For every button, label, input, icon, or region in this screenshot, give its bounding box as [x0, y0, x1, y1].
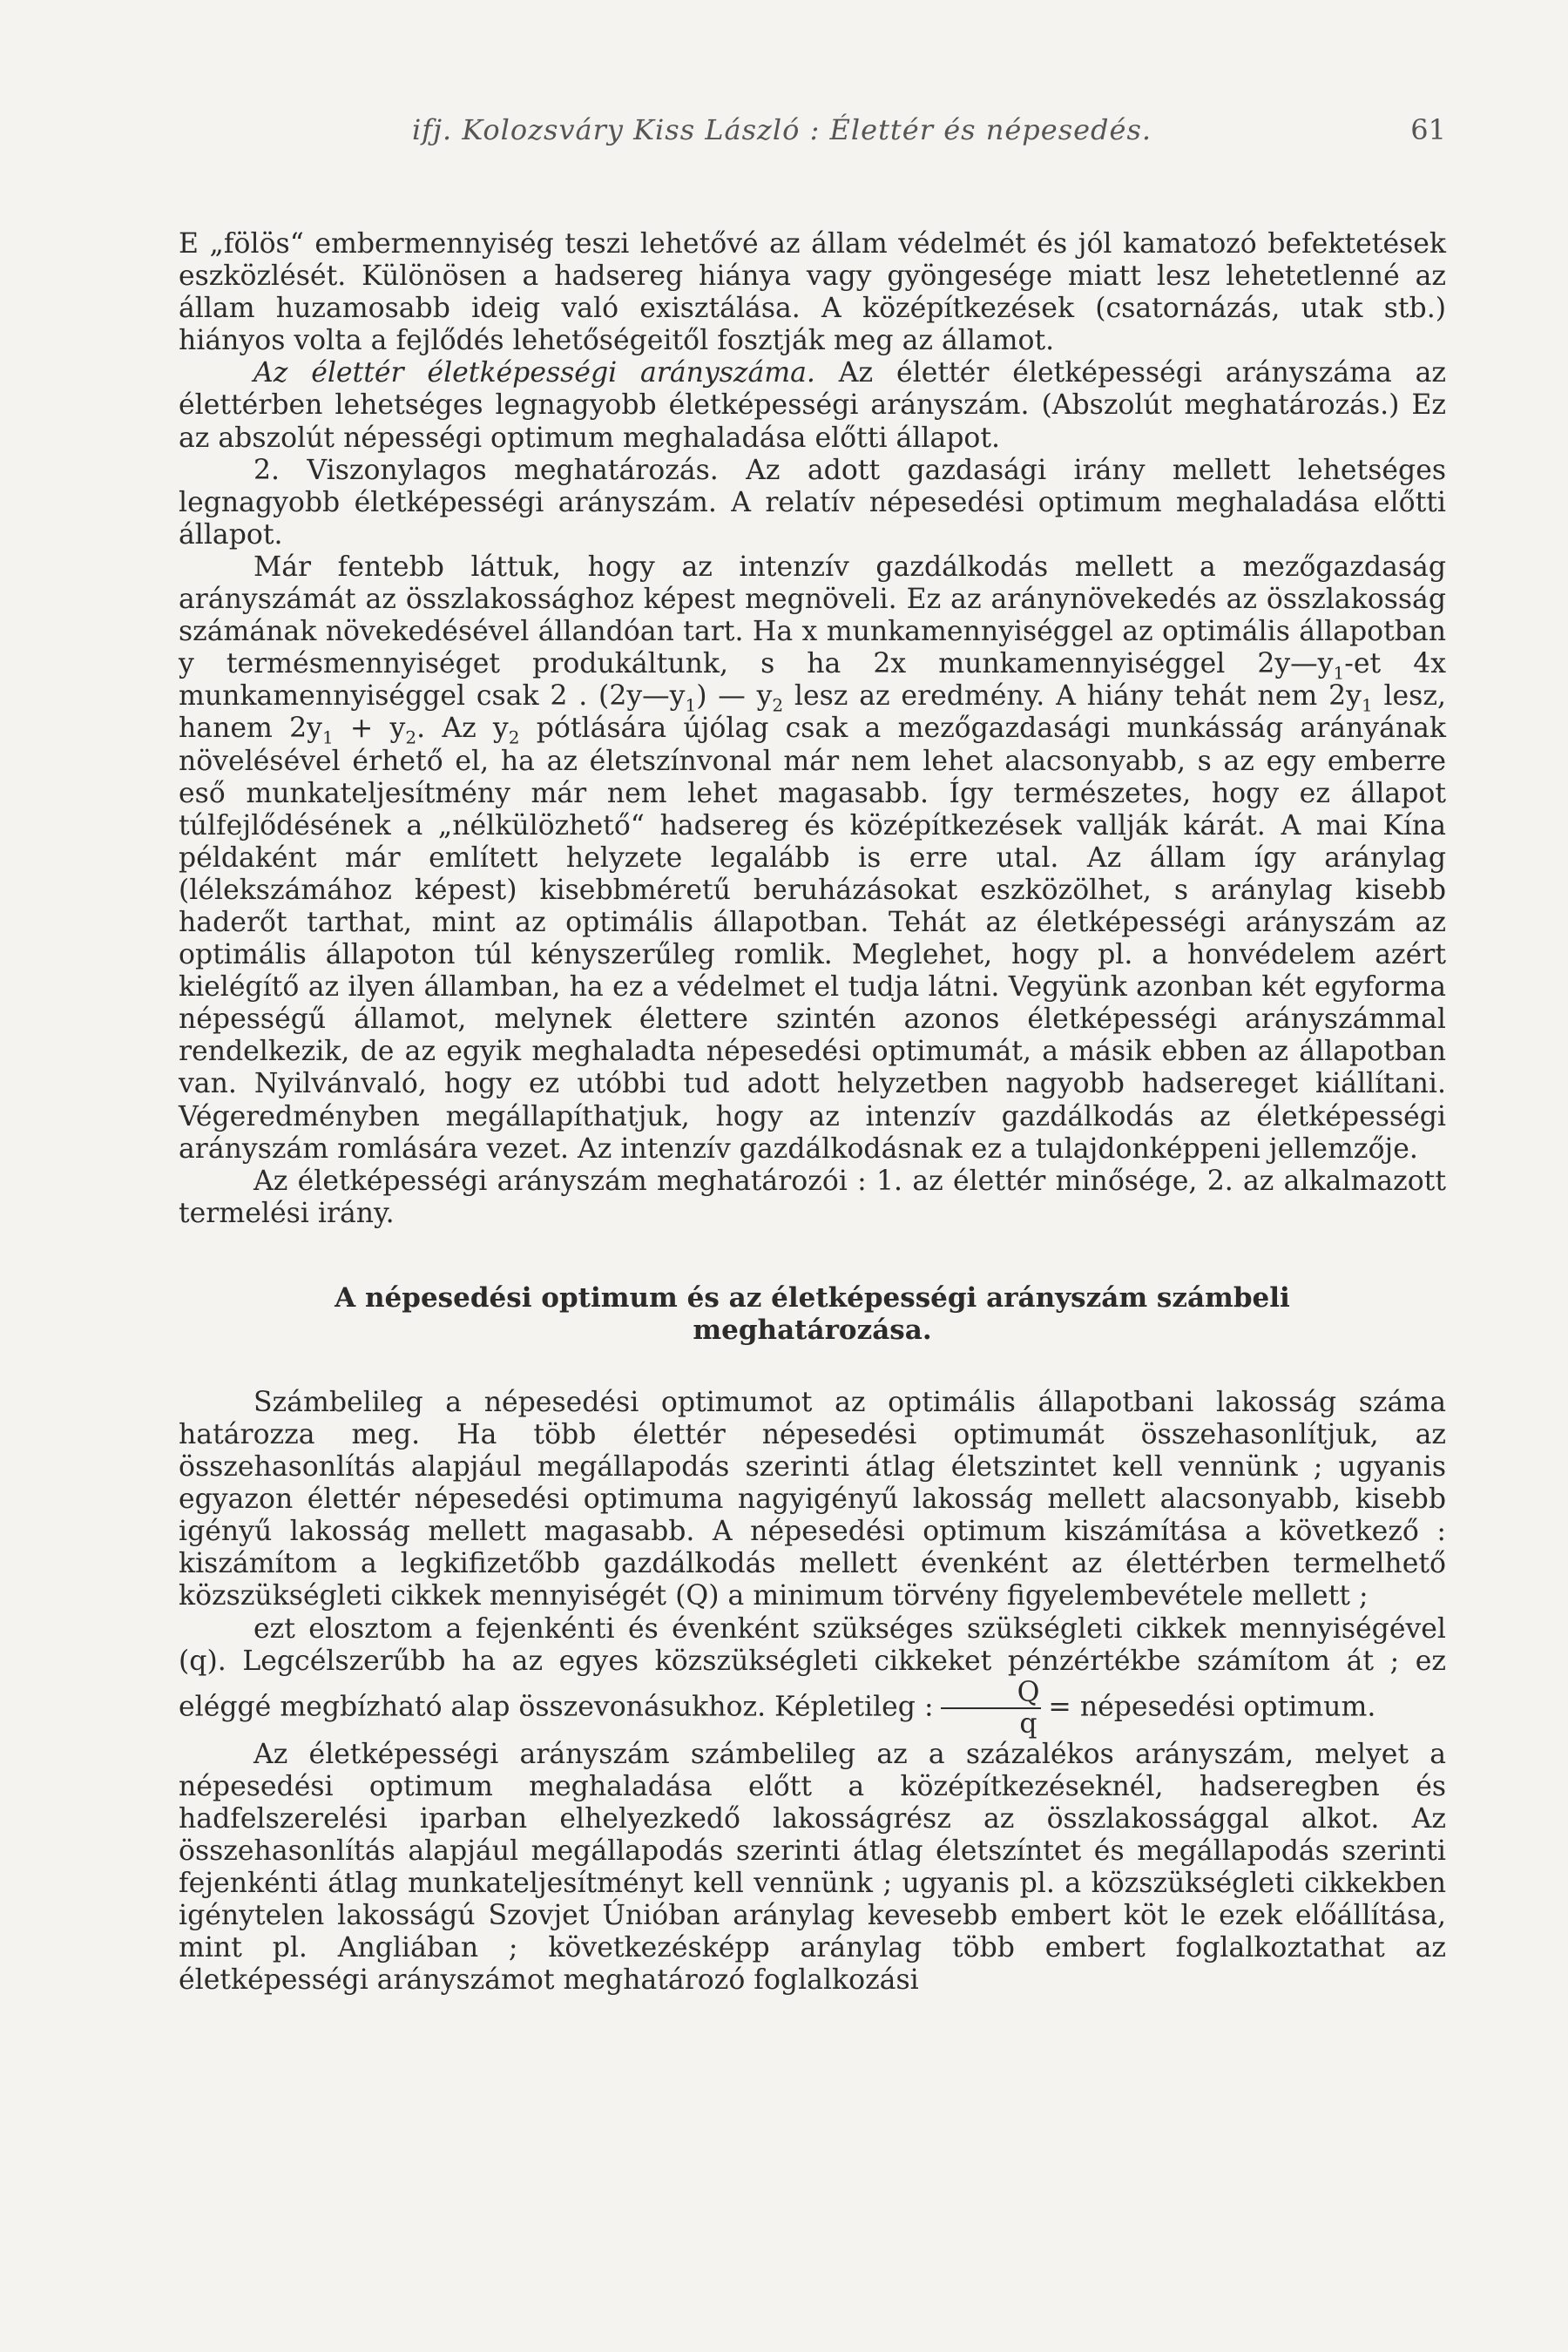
subscript: 1: [1333, 662, 1345, 684]
subscript: 2: [772, 694, 784, 716]
paragraph: [179, 551, 1446, 1166]
paragraph-text: ) — y: [696, 680, 773, 713]
formula-fraction: [941, 1678, 1042, 1739]
paragraph-text: lesz az eredmény. A hiány tehát nem 2y: [783, 680, 1362, 713]
paragraph-text: + y: [333, 713, 406, 745]
paragraph: Az életképességi arányszám számbelileg az a százalékos arányszám, melyet a népesedési optimum meghaladása előtt a középítkezéseknél, hadseregben és hadfelszerelési iparban elhelyezkedő lakosságrész az összlakossággal alkot. Az összehasonlítás alapjául megállapodás szerinti átlag életszíntet és megállapodás szerinti fejenkénti átlag munkateljesítményt kell vennünk ; ugyanis pl. a közszükségleti cikkekben igénytelen lakosságú Szovjet Únióban aránylag kevesebb embert köt le ezek előállítása, mint pl. Angliában ; következésképp aránylag több embert foglalkoztathat az életképességi arányszámot meghatározó foglalkozási: [179, 1738, 1446, 1997]
paragraph: 2. Viszonylagos meghatározás. Az adott gazdasági irány mellett lehetséges legnagyobb életképességi arányszám. A relatív népesedési optimum meghaladása előtti állapot.: [179, 454, 1446, 551]
paragraph-text: ezt elosztom a fejenkénti és évenként szükséges szükségleti cikkek mennyiségével (q). Legcélszerűbb ha az egyes közszükségleti cikkeket pénzértékbe számítom át ; ez eléggé megbízható alap összevonásukhoz. Képletileg :: [179, 1612, 1446, 1723]
paragraph: [179, 357, 1446, 454]
paragraph: E „fölös“ embermennyiség teszi lehetővé az állam védelmét és jól kamatozó befektetések eszközlését. Különösen a hadsereg hiánya vagy gyöngesége miatt lesz lehetetlenné az állam huzamosabb ideig való exisztálása. A középítkezések (csatornázás, utak stb.) hiányos volta a fejlődés lehetőségeitől fosztják meg az államot.: [179, 228, 1446, 357]
paragraph-text: = népesedési optimum.: [1048, 1691, 1376, 1723]
subscript: 2: [508, 727, 520, 748]
paragraph: Az életképességi arányszám meghatározói : 1. az élettér minősége, 2. az alkalmazott termelési irány.: [179, 1165, 1446, 1229]
section-heading: A népesedési optimum és az életképességi arányszám számbeli meghatározása.: [335, 1281, 1290, 1346]
subscript: 1: [685, 694, 697, 716]
fraction-numerator: Q: [941, 1678, 1042, 1709]
subscript: 1: [321, 727, 334, 748]
paragraph-text: Az élettér életképességi arányszáma az élettérben lehetséges legnagyobb életképességi arányszám. (Abszolút meghatározás.) Ez az abszolút népességi optimum meghaladása előtti állapot.: [179, 357, 1446, 454]
paragraph-text: Már fentebb láttuk, hogy az intenzív gazdálkodás mellett a mezőgazdaság arányszámát az összlakossághoz képest megnöveli. Ez az aránynövekedés az összlakosság számának növekedésével állandóan tart. Ha x munkamennyiséggel az optimális állapotban y termésmennyiséget produkáltunk, s ha 2x munkamennyiséggel 2y—y: [179, 551, 1446, 680]
paragraph-text: pótlására újólag csak a mezőgazdasági munkásság arányának növelésével érhető el, ha az életszínvonal már nem lehet alacsonyabb, s az egy emberre eső munkateljesítmény már nem lehet magasabb. Így természetes, hogy ez állapot túlfejlődésének a „nélkülözhető“ hadsereg és középítkezések vallják kárát. A mai Kína példaként már említett helyzete legalább is erre utal. Az állam így aránylag (lélekszámához képest) kisebbméretű beruházásokat eszközölhet, s aránylag kisebb haderőt tarthat, mint az optimális állapotban. Tehát az életképességi arányszám az optimális állapoton túl kényszerűleg romlik. Meglehet, hogy pl. a honvédelem azért kielégítő az ilyen államban, ha ez a védelmet el tudja látni. Vegyünk azonban két egyforma népességű államot, melynek élettere szintén azonos életképességi arányszámmal rendelkezik, de az egyik meghaladta népesedési optimumát, a másik ebben az állapotban van. Nyilvánvaló, hogy ez utóbbi tud adott helyzetben nagyobb hadsereget kiállítani. Végeredményben megállapíthatjuk, hogy az intenzív gazdálkodás az életképességi arányszám romlására vezet. Az intenzív gazdálkodásnak ez a tulajdonképpeni jellemzője.: [179, 713, 1447, 1165]
header-title: ifj. Kolozsváry Kiss László : Élettér és népesedés.: [412, 113, 1152, 146]
paragraph-text: -et 4x munkamennyiséggel csak 2 . (2y—y: [179, 648, 1446, 713]
paragraph: Számbelileg a népesedési optimumot az optimális állapotbani lakosság száma határozza meg. Ha több élettér népesedési optimumát összehasonlítjuk, az összehasonlítás alapjául megállapodás szerinti átlag életszintet kell vennünk ; ugyanis egyazon élettér népesedési optimuma nagyigényű lakosság mellett alacsonyabb, kisebb igényű lakosság mellett magasabb. A népesedési optimum kiszámítása a következő : kiszámítom a legkifizetőbb gazdálkodás mellett évenként az élettérben termelhető közszükségleti cikkek mennyiségét (Q) a minimum törvény figyelembevétele mellett ;: [179, 1386, 1446, 1612]
paragraph-text: . Az y: [416, 713, 509, 745]
paragraph-text: lesz, hanem 2y: [179, 680, 1446, 745]
page-body: [179, 228, 1446, 1997]
italic-term: Az élettér életképességi arányszáma.: [253, 357, 815, 389]
running-header: [179, 113, 1446, 157]
page-number: 61: [1410, 113, 1446, 146]
paragraph: [179, 1613, 1446, 1739]
fraction-denominator: q: [1019, 1707, 1037, 1740]
subscript: 2: [405, 727, 417, 748]
subscript: 1: [1361, 694, 1373, 716]
